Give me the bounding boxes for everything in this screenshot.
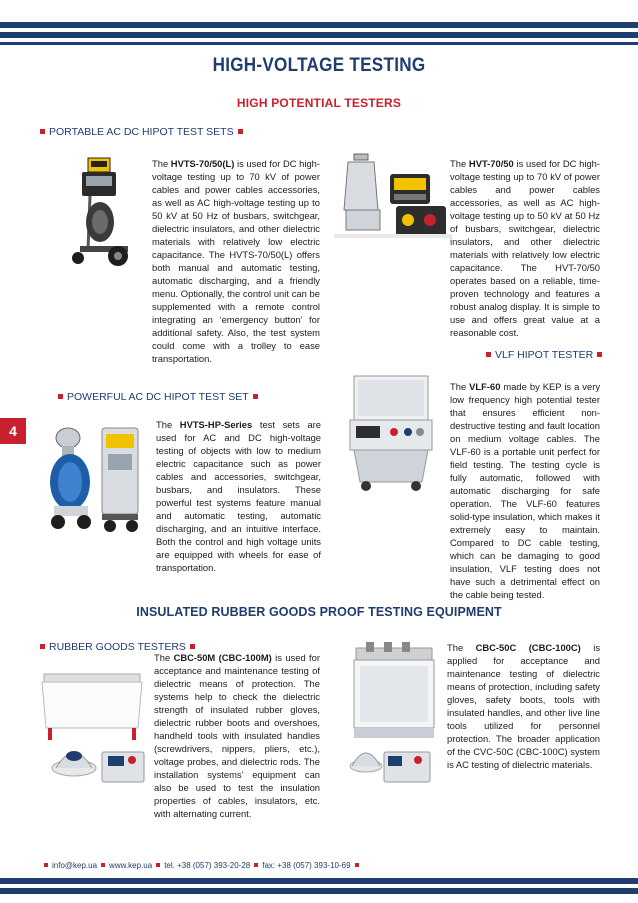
cbc-50c-text: is applied for acceptance and maintenance testing of dielectric means of protection, including safety gloves, safety boots, tools with insulated handles, and other live line tools utilized for personnel protection. The broader application of the CVC-50C (CBC-100C) system is AC testing of dielectric materials. xyxy=(447,642,600,770)
header-stripe xyxy=(0,32,638,38)
hvts-hp-series-image xyxy=(40,402,150,538)
cbc-50m-text: is used for acceptance and maintenance testing of dielectric means of protection. The systems help to check the dielectric strength of insulated rubber gloves, dielectric rubber boots and overshoes, handheld tools with insulated handles (screwdrivers, nippers, pliers, etc.), voltage probes, and dielectric rods. The installation systems’ equipment can also be used to test the insulation properties of cables, insulators, etc. with alternating current. xyxy=(154,652,321,819)
contact-footer xyxy=(40,861,363,870)
text-run: The xyxy=(450,381,470,392)
product-name: CBC-50M (CBC-100M) xyxy=(173,652,272,663)
text-run: The xyxy=(450,158,469,169)
page-number-tab: 4 xyxy=(0,418,26,444)
bullet-square xyxy=(355,863,359,867)
header-stripe xyxy=(0,22,638,28)
bullet-square xyxy=(58,394,63,399)
bullet-square xyxy=(44,863,48,867)
page-title: HIGH-VOLTAGE TESTING xyxy=(212,55,426,76)
footer-website[interactable]: www.kep.ua xyxy=(109,861,153,870)
bullet-square xyxy=(101,863,105,867)
vlf-60-text: made by KEP is a very low frequency high potential tester that ensures efficient non-destructive testing and fault location on medium voltage cables. The VLF-60 is a portable unit perfect for field testing. The testing cycle is fully automatic, followed with automatic discharging for safe operation. The VLF-60 features solid-type insulation, which makes it extremely easy to maintain. Compared to DC cable testing, which can be damaging to good insulation, VLF testing does not have such a detrimental effect on the cable being tested. xyxy=(450,381,601,600)
hvt-text: is used for DC high-voltage testing up to 70 kV of power cables and power cables accessories, as well as AC high-voltage testing up to 50 kV at 50 Hz of busbars, switchgear, dielectric insulators, and other dielectric materials with relatively low electric capacitance. The HVT-70/50 operates based on a reliable, time-proven technology and features a robust analog display. It is simple to use and offers great value at a reasonable cost. xyxy=(450,158,600,338)
footer-stripe xyxy=(0,888,638,894)
hvts-text: is used for DC high-voltage testing up to 70 kV of power cables and power cables accessories, as well as AC high-voltage testing up to 50 kV at 50 Hz of busbars, switchgear, dielectric insulators, and other dielectric materials with relatively low electric capacitance. The HVTS-70/50(L) offers both manual and automatic testing, automatic discharging, and a friendly menu. Optionally, the control unit can be supplemented with a remote control integrating an ‘emergency button’ for additional safety. Also, the test system could come with a trolley to ease transportation. xyxy=(152,158,320,364)
text-run: The xyxy=(156,419,180,430)
text-run: The xyxy=(154,652,174,663)
product-name: CBC-50C (CBC-100C) xyxy=(475,642,581,653)
cbc-50c-image xyxy=(336,640,436,804)
bullet-square xyxy=(40,644,45,649)
section-label-vlf xyxy=(486,349,602,361)
section-label-text: PORTABLE AC DC HIPOT TEST SETS xyxy=(49,126,234,138)
footer-phone: tel. +38 (057) 393-20-28 xyxy=(164,861,251,870)
section-heading-hipot: HIGH POTENTIAL TESTERS xyxy=(236,96,402,110)
bullet-square xyxy=(597,352,602,357)
section-label-text: RUBBER GOODS TESTERS xyxy=(49,641,186,653)
vlf-60-description xyxy=(450,380,600,601)
bullet-square xyxy=(190,644,195,649)
product-name: HVTS-HP-Series xyxy=(179,419,253,430)
bullet-square xyxy=(40,129,45,134)
text-run: The xyxy=(447,642,476,653)
text-run: The xyxy=(152,158,171,169)
product-name: HVTS-70/50(L) xyxy=(170,158,235,169)
section-label-text: POWERFUL AC DC HIPOT TEST SET xyxy=(67,391,249,403)
cbc-50m-description xyxy=(154,651,320,820)
hvt-70-50-image xyxy=(334,150,452,246)
footer-email[interactable]: info@kep.ua xyxy=(52,861,98,870)
hvts-hp-text: test sets are used for AC and DC high-voltage testing of objects with low to medium electric capacitance such as power cables and accessories, switchgear, busbars, and insulators. These powerful test systems feature manual and automatic testing, automatic discharging, and an intuitive interface. Both the control and high voltage units are equipped with wheels for ease of transportation. xyxy=(156,419,321,573)
hvts-70-50l-image xyxy=(60,150,140,272)
bullet-square xyxy=(156,863,160,867)
hvts-hp-description xyxy=(156,418,321,574)
cbc-50c-description xyxy=(447,641,600,771)
section-heading-rubber: INSULATED RUBBER GOODS PROOF TESTING EQUIPMENT xyxy=(136,605,502,619)
hvt-description xyxy=(450,157,600,339)
section-label-portable xyxy=(40,126,243,138)
bullet-square xyxy=(254,863,258,867)
header-stripe xyxy=(0,42,638,45)
bullet-square xyxy=(253,394,258,399)
vlf-60-image xyxy=(340,370,440,492)
product-name: HVT-70/50 xyxy=(468,158,514,169)
footer-fax: fax: +38 (057) 393-10-69 xyxy=(262,861,351,870)
bullet-square xyxy=(486,352,491,357)
bullet-square xyxy=(238,129,243,134)
hvts-description xyxy=(152,157,320,365)
cbc-50m-image xyxy=(34,668,150,804)
footer-stripe xyxy=(0,878,638,884)
product-name: VLF-60 xyxy=(469,381,501,392)
section-label-text: VLF HIPOT TESTER xyxy=(495,349,594,361)
